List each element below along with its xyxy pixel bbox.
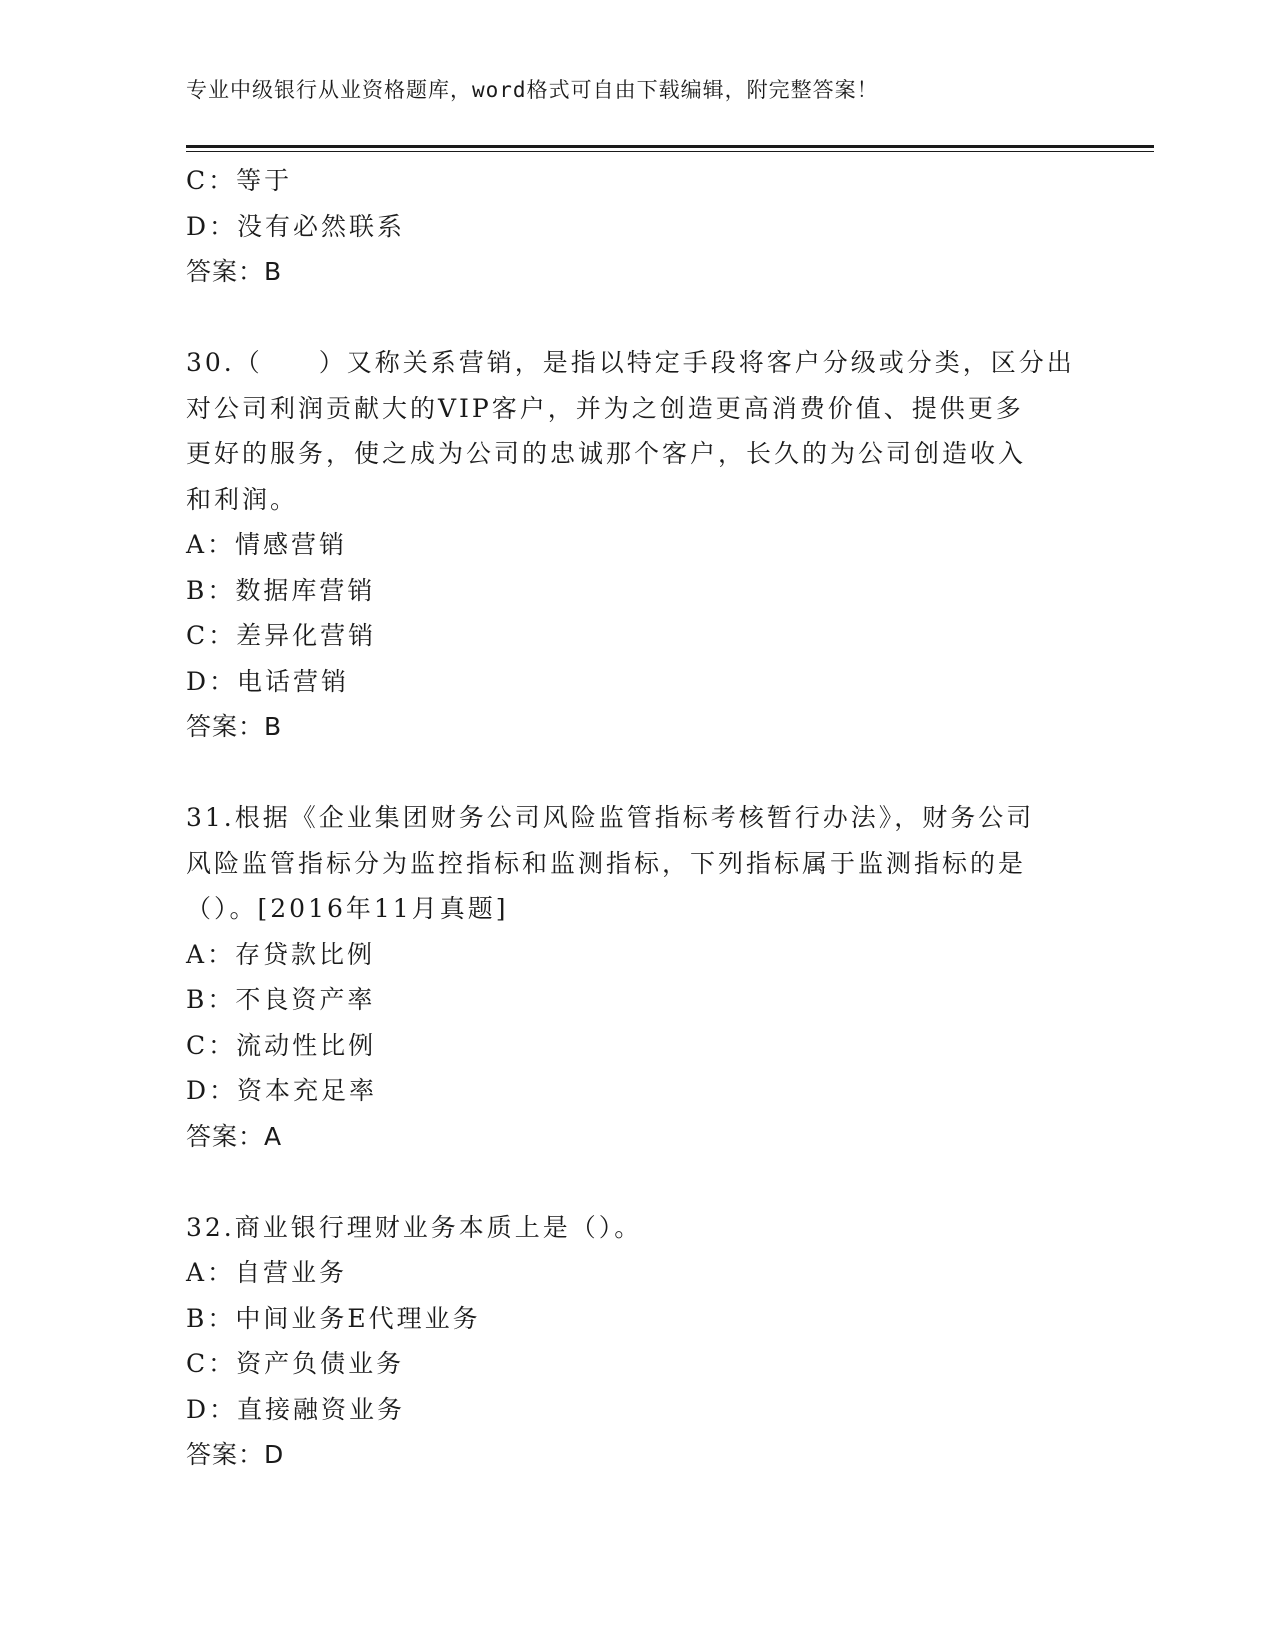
option-b: B：不良资产率 [186,985,376,1014]
option-b: B：中间业务E代理业务 [186,1303,481,1333]
question-29-tail [186,158,1086,295]
question-stem-line: 30.（ ）又称关系营销，是指以特定手段将客户分级或分类，区分出 [186,348,1075,377]
spacer [186,750,1086,796]
option-d: D：资本充足率 [186,1076,378,1105]
question-30 [186,340,1086,750]
question-stem-line: 31.根据《企业集团财务公司风险监管指标考核暂行办法》，财务公司 [186,803,1035,832]
question-stem-line: （）。[2016年11月真题] [186,894,509,923]
question-stem-line: 风险监管指标分为监控指标和监测指标，下列指标属于监测指标的是 [186,848,1027,878]
option-b: B：数据库营销 [186,575,376,605]
page-header: 专业中级银行从业资格题库，word格式可自由下载编辑，附完整答案！ [186,78,879,102]
question-stem-line: 对公司利润贡献大的VIP客户，并为之创造更高消费价值、提供更多 [186,393,1024,423]
question-31 [186,795,1086,1159]
option-c: C：差异化营销 [186,621,377,650]
spacer [186,295,1086,341]
document-body [186,158,1086,1478]
header-rule-thick [186,145,1154,148]
spacer [186,1159,1086,1205]
question-stem-line: 更好的服务，使之成为公司的忠诚那个客户，长久的为公司创造收入 [186,439,1027,468]
header-rule-thin [186,151,1154,152]
option-a: A：自营业务 [186,1258,348,1287]
answer-line: 答案：B [186,257,283,286]
question-stem-line: 和利润。 [186,484,299,514]
option-d: D：电话营销 [186,666,350,696]
option-d: D：没有必然联系 [186,211,406,241]
answer-line: 答案：B [186,712,283,741]
answer-line: 答案：D [186,1440,285,1469]
question-stem-line: 32.商业银行理财业务本质上是（）。 [186,1212,643,1242]
option-a: A：情感营销 [186,530,348,559]
option-a: A：存贷款比例 [186,939,376,969]
answer-line: 答案：A [186,1121,283,1151]
option-c: C：等于 [186,166,293,195]
question-32 [186,1205,1086,1478]
option-c: C：流动性比例 [186,1030,377,1060]
option-c: C：资产负债业务 [186,1349,405,1378]
option-d: D：直接融资业务 [186,1394,406,1424]
